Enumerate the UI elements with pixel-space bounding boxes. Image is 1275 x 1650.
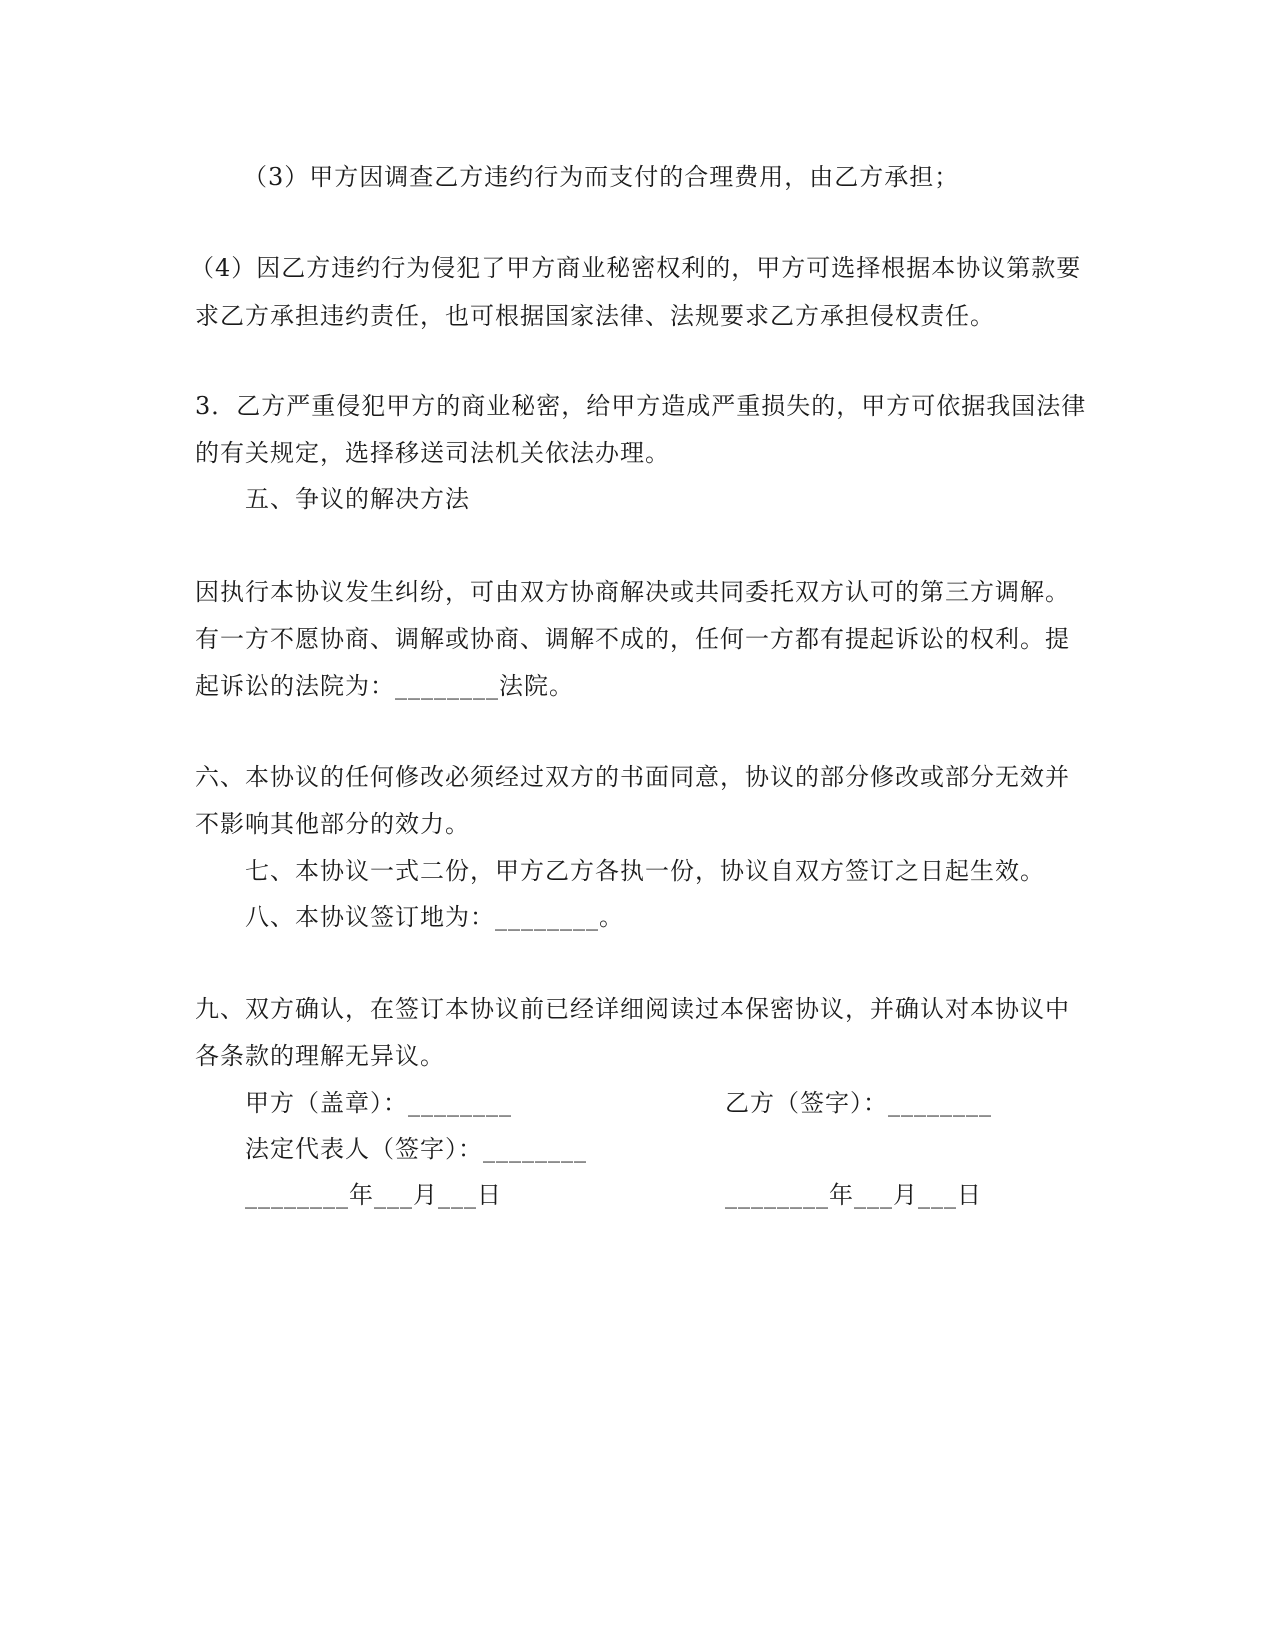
party-a-date: ________年___月___日 [245,1181,502,1209]
legal-representative-signature: 法定代表人（签字）：________ [245,1135,587,1163]
section-5-line-3: 起诉讼的法院为：________法院。 [195,672,574,700]
item-3-line-2: 的有关规定，选择移送司法机关依法办理。 [195,439,670,467]
section-8: 八、本协议签订地为：________。 [245,903,624,931]
section-7: 七、本协议一式二份，甲方乙方各执一份，协议自双方签订之日起生效。 [245,857,1045,885]
clause-4-line-1: （4）因乙方违约行为侵犯了甲方商业秘密权利的，甲方可选择根据本协议第款要 [190,254,1082,282]
party-a-seal: 甲方（盖章）：________ [245,1089,512,1117]
section-6-line-2: 不影响其他部分的效力。 [195,810,470,838]
section-9-line-2: 各条款的理解无异议。 [195,1042,445,1070]
section-5-line-2: 有一方不愿协商、调解或协商、调解不成的，任何一方都有提起诉讼的权利。提 [195,625,1070,653]
section-5-heading: 五、争议的解决方法 [245,485,470,513]
section-5-line-1: 因执行本协议发生纠纷，可由双方协商解决或共同委托双方认可的第三方调解。 [195,578,1070,606]
clause-3: （3）甲方因调查乙方违约行为而支付的合理费用，由乙方承担； [243,163,960,191]
item-3-line-1: 3．乙方严重侵犯甲方的商业秘密，给甲方造成严重损失的，甲方可依据我国法律 [195,392,1087,420]
party-b-date: ________年___月___日 [725,1181,982,1209]
party-b-signature: 乙方（签字）：________ [725,1089,992,1117]
section-6-line-1: 六、本协议的任何修改必须经过双方的书面同意，协议的部分修改或部分无效并 [195,763,1070,791]
section-9-line-1: 九、双方确认，在签订本协议前已经详细阅读过本保密协议，并确认对本协议中 [195,995,1070,1023]
clause-4-line-2: 求乙方承担违约责任，也可根据国家法律、法规要求乙方承担侵权责任。 [195,302,995,330]
